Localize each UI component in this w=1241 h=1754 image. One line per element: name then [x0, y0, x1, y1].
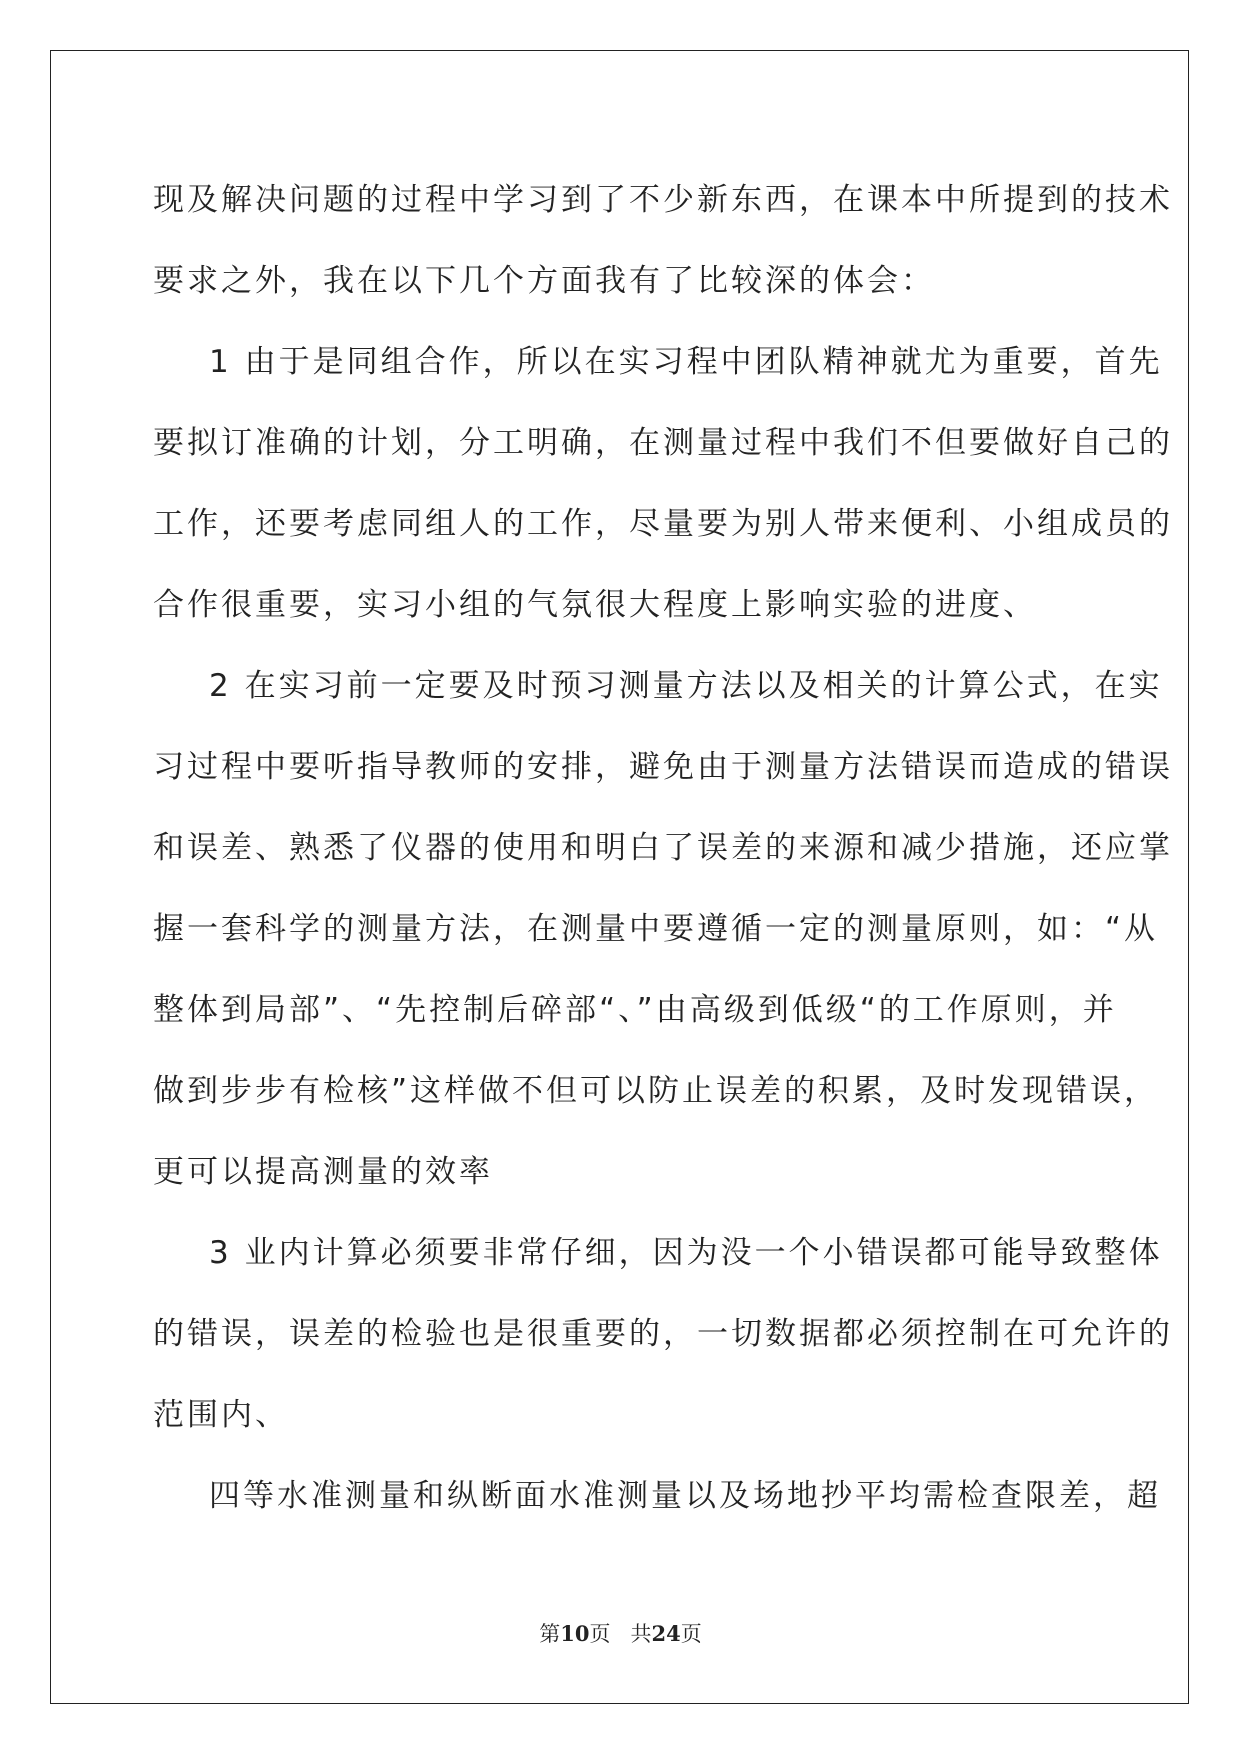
text-line: 1 由于是同组合作，所以在实习程中团队精神就尤为重要，首先 — [209, 344, 1163, 380]
page-footer — [0, 1618, 1241, 1648]
text-line: 更可以提高测量的效率 — [153, 1154, 493, 1190]
text-line: 2 在实习前一定要及时预习测量方法以及相关的计算公式，在实 — [209, 668, 1163, 704]
text-line: 范围内、 — [153, 1397, 289, 1433]
text-line: 和误差、熟悉了仪器的使用和明白了误差的来源和减少措施，还应掌 — [153, 830, 1173, 866]
footer-page-number: 10 — [560, 1621, 590, 1646]
text-line: 整体到局部”、“先控制后碎部“、”由高级到低级“的工作原则，并 — [153, 992, 1117, 1028]
document-body — [153, 160, 1173, 1537]
footer-middle: 页 共 — [589, 1622, 652, 1646]
footer-total-pages: 24 — [651, 1621, 681, 1646]
text-line: 要拟订准确的计划，分工明确，在测量过程中我们不但要做好自己的 — [153, 425, 1173, 461]
footer-prefix: 第 — [539, 1622, 561, 1646]
footer-suffix: 页 — [680, 1622, 702, 1646]
text-line: 要求之外，我在以下几个方面我有了比较深的体会： — [153, 263, 935, 299]
text-line: 3 业内计算必须要非常仔细，因为没一个小错误都可能导致整体 — [209, 1235, 1163, 1271]
text-line: 现及解决问题的过程中学习到了不少新东西，在课本中所提到的技术 — [153, 182, 1173, 218]
text-line: 的错误，误差的检验也是很重要的，一切数据都必须控制在可允许的 — [153, 1316, 1173, 1352]
text-line: 习过程中要听指导教师的安排，避免由于测量方法错误而造成的错误 — [153, 749, 1173, 785]
text-line: 工作，还要考虑同组人的工作，尽量要为别人带来便利、小组成员的 — [153, 506, 1173, 542]
text-line: 做到步步有检核”这样做不但可以防止误差的积累，及时发现错误， — [153, 1073, 1159, 1109]
text-line: 握一套科学的测量方法，在测量中要遵循一定的测量原则，如：“从 — [153, 911, 1159, 947]
text-line: 四等水准测量和纵断面水准测量以及场地抄平均需检查限差，超 — [209, 1478, 1161, 1514]
text-line: 合作很重要，实习小组的气氛很大程度上影响实验的进度、 — [153, 587, 1037, 623]
